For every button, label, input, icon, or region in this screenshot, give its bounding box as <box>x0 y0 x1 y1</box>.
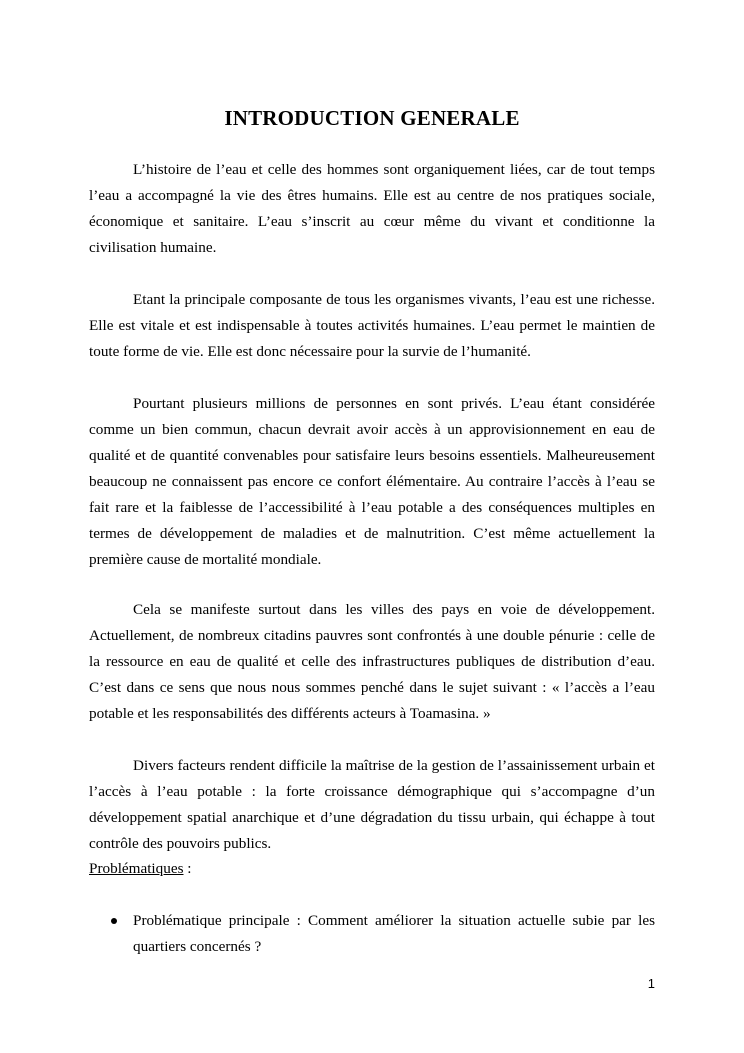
list-item <box>89 908 655 960</box>
problematiques-heading <box>89 856 192 882</box>
paragraph-3: Pourtant plusieurs millions de personnes en sont privés. L’eau étant considérée comme un bien commun, chacun devrait avoir accès à un approvisionnement en eau de qualité et de quantité convenables pour satisfaire leurs besoins essentiels. Malheureusement beaucoup ne connaissent pas encore ce confort élémentaire. Au contraire l’accès à l’eau se fait rare et la faiblesse de l’accessibilité à l’eau potable a des conséquences multiples en termes de développement de maladies et de malnutrition. C’est même actuellement la première cause de mortalité mondiale. <box>89 395 655 568</box>
problematiques-heading-label: Problématiques <box>89 860 184 877</box>
paragraph-1: L’histoire de l’eau et celle des hommes sont organiquement liées, car de tout temps l’eau a accompagné la vie des êtres humains. Elle est au centre de nos pratiques sociale, économique et sanitaire. L’eau s’inscrit au cœur même du vivant et conditionne la civilisation humaine. <box>89 161 655 256</box>
paragraph-4: Cela se manifeste surtout dans les villes des pays en voie de développement. Actuellement, de nombreux citadins pauvres sont confrontés à une double pénurie : celle de la ressource en eau de qualité et celle des infrastructures publiques de distribution d’eau. C’est dans ce sens que nous nous sommes penché dans le sujet suivant : « l’accès a l’eau potable et les responsabilités des différents acteurs à Toamasina. » <box>89 601 655 722</box>
problematiques-heading-suffix: : <box>183 860 192 877</box>
list-item-text: Problématique principale : Comment améliorer la situation actuelle subie par les quartiers concernés ? <box>133 912 655 955</box>
paragraph-2: Etant la principale composante de tous les organismes vivants, l’eau est une richesse. Elle est vitale et est indispensable à toutes activités humaines. L’eau permet le maintien de toute forme de vie. Elle est donc nécessaire pour la survie de l’humanité. <box>89 291 655 360</box>
page-number: 1 <box>647 976 655 991</box>
bullet-icon <box>111 918 117 924</box>
problematiques-list <box>89 908 655 960</box>
page-title: INTRODUCTION GENERALE <box>224 106 520 130</box>
paragraph-5: Divers facteurs rendent difficile la maîtrise de la gestion de l’assainissement urbain et l’accès à l’eau potable : la forte croissance démographique qui s’accompagne d’un développement spatial anarchique et d’une dégradation du tissu urbain, qui échappe à tout contrôle des pouvoirs publics. <box>89 757 655 852</box>
